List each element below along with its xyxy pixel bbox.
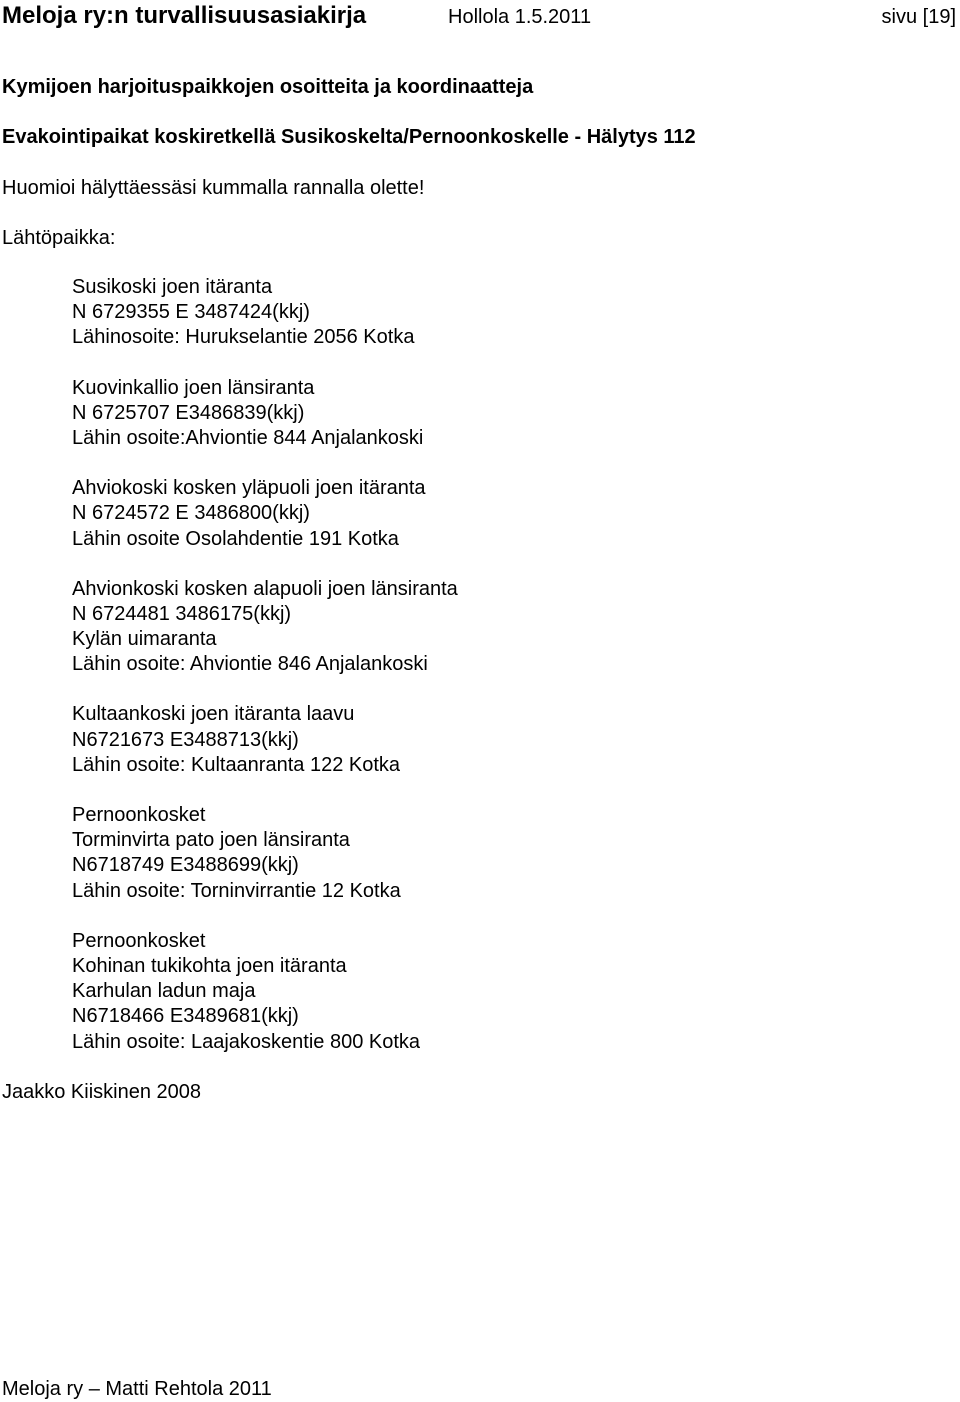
page-header (2, 0, 958, 34)
location-line: N 6725707 E3486839(kkj) (72, 401, 305, 424)
location-block (72, 376, 932, 452)
location-block (72, 275, 932, 351)
location-line: Lähin osoite: Kultaanranta 122 Kotka (72, 753, 401, 776)
location-line: Lähin osoite: Ahviontie 846 Anjalankoski (72, 653, 428, 676)
evacuation-title: Evakointipaikat koskiretkellä Susikoskelta/Pernoonkoskelle - Hälytys 112 (2, 126, 696, 148)
location-line: Kylän uimaranta (72, 628, 217, 651)
location-line: Lähin osoite: Torninvirrantie 12 Kotka (72, 879, 401, 902)
page-footer: Meloja ry – Matti Rehtola 2011 (2, 1378, 272, 1400)
notice-text: Huomioi hälyttäessäsi kummalla rannalla olette! (2, 177, 425, 199)
section-title: Kymijoen harjoituspaikkojen osoitteita ja koordinaatteja (2, 76, 534, 98)
location-line: Pernoonkosket (72, 929, 206, 952)
document-title: Meloja ry:n turvallisuusasiakirja (2, 2, 367, 29)
location-line: Kuovinkallio joen länsiranta (72, 376, 315, 399)
author-credit: Jaakko Kiiskinen 2008 (2, 1081, 202, 1103)
location-line: Kultaankoski joen itäranta laavu (72, 703, 355, 726)
location-line: Lähinosoite: Hurukselantie 2056 Kotka (72, 326, 415, 349)
location-line: Susikoski joen itäranta (72, 276, 273, 298)
location-block (72, 929, 932, 1055)
location-block (72, 803, 932, 904)
location-line: Pernoonkosket (72, 804, 206, 826)
location-line: Lähin osoite: Laajakoskentie 800 Kotka (72, 1030, 421, 1053)
location-line: Ahviokoski kosken yläpuoli joen itäranta (72, 477, 426, 500)
location-line: N6718749 E3488699(kkj) (72, 854, 299, 877)
location-line: Karhulan ladun maja (72, 980, 256, 1003)
location-block (72, 702, 932, 778)
location-line: Torminvirta pato joen länsiranta (72, 829, 350, 852)
location-list (72, 275, 932, 1080)
page-number: sivu [19] (881, 6, 956, 28)
location-line: N 6724572 E 3486800(kkj) (72, 502, 310, 525)
place-date: Hollola 1.5.2011 (448, 6, 592, 28)
location-block (72, 476, 932, 552)
location-line: Ahvionkoski kosken alapuoli joen länsiranta (72, 577, 458, 600)
location-line: Kohinan tukikohta joen itäranta (72, 954, 347, 977)
start-label: Lähtöpaikka: (2, 227, 116, 249)
location-line: Lähin osoite Osolahdentie 191 Kotka (72, 527, 399, 550)
location-line: N6718466 E3489681(kkj) (72, 1005, 299, 1028)
location-line: N6721673 E3488713(kkj) (72, 728, 299, 751)
location-line: Lähin osoite:Ahviontie 844 Anjalankoski (72, 426, 424, 449)
location-line: N 6724481 3486175(kkj) (72, 602, 292, 625)
location-block (72, 577, 932, 678)
location-line: N 6729355 E 3487424(kkj) (72, 301, 310, 324)
